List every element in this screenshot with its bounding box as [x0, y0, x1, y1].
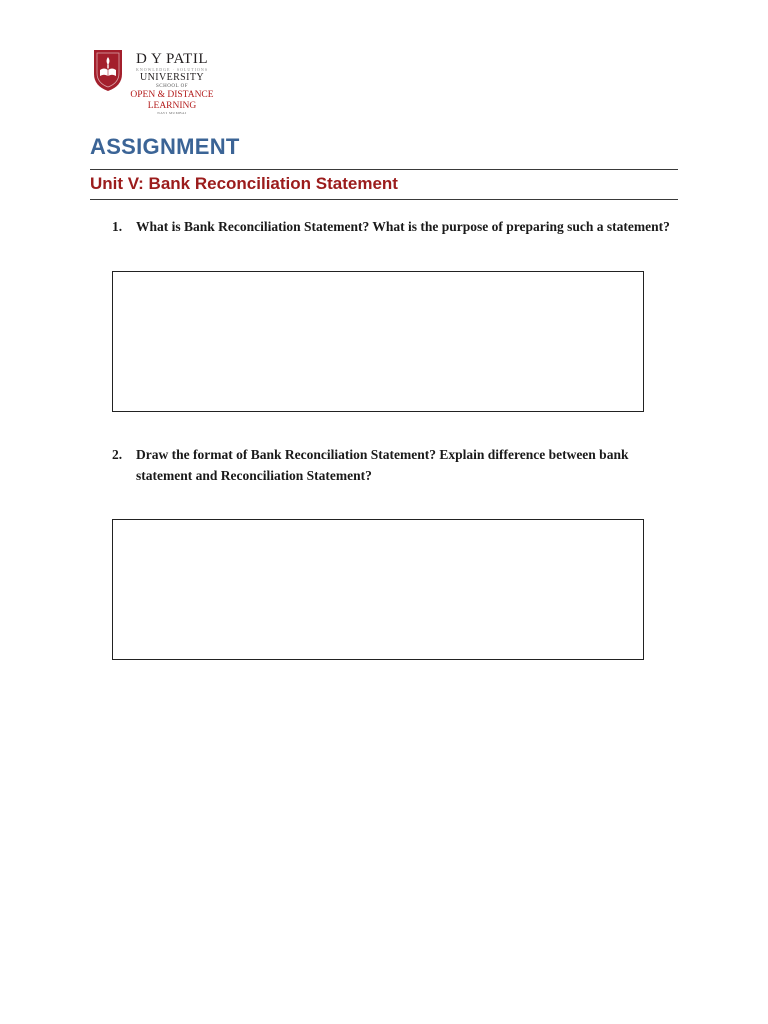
page-title: ASSIGNMENT: [90, 134, 240, 159]
question-1: [112, 216, 672, 237]
logo-division-line2: LEARNING: [147, 100, 197, 111]
logo-motto: KNOWLEDGE · SOLUTIONS: [135, 67, 209, 72]
answer-box-1[interactable]: [112, 271, 644, 412]
bottom-divider: [90, 199, 678, 200]
university-crest-icon: [92, 48, 124, 92]
unit-title: Unit V: Bank Reconciliation Statement: [90, 174, 398, 193]
logo-text: [126, 46, 218, 116]
logo-name: D Y PATIL: [135, 51, 208, 67]
answer-box-2[interactable]: [112, 519, 644, 660]
logo-division-line1: OPEN & DISTANCE: [130, 90, 214, 100]
question-text: Draw the format of Bank Reconciliation Statement? Explain difference between bank statement and Reconciliation Statement?: [136, 447, 629, 483]
question-2: [112, 444, 672, 486]
top-divider: [90, 169, 678, 170]
question-text: What is Bank Reconciliation Statement? What is the purpose of preparing such a statement?: [136, 219, 670, 234]
question-number: 1.: [112, 219, 123, 234]
logo-school: SCHOOL OF: [156, 84, 188, 89]
logo-city: NAVI MUMBAI: [157, 111, 187, 115]
university-logo: [90, 46, 220, 116]
question-number: 2.: [112, 447, 123, 462]
logo-university: UNIVERSITY: [140, 72, 204, 83]
